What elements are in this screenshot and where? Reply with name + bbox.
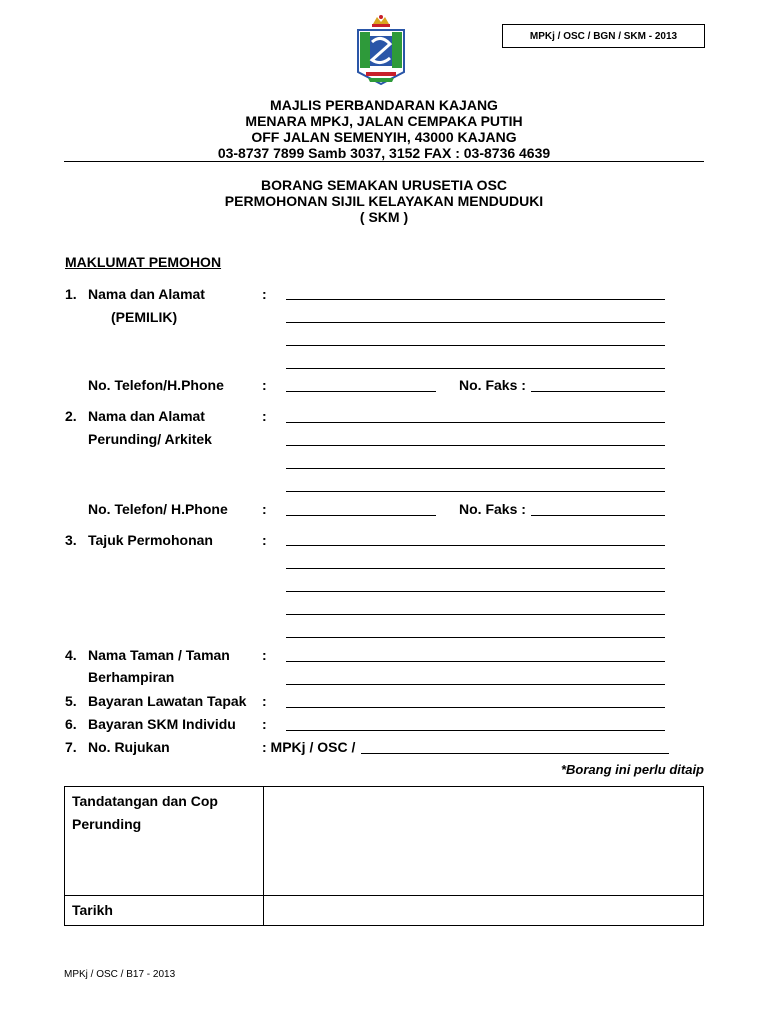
form-title-line3: ( SKM ) bbox=[359, 209, 409, 225]
field4-sublabel: Berhampiran bbox=[88, 669, 175, 685]
signature-field[interactable] bbox=[264, 787, 703, 895]
field7-label: No. Rujukan bbox=[88, 739, 170, 755]
tel2-colon: : bbox=[262, 501, 267, 517]
field6-number: 6. bbox=[65, 716, 77, 732]
date-field[interactable] bbox=[264, 896, 703, 925]
tel1-colon: : bbox=[262, 377, 267, 393]
field1-line2[interactable] bbox=[286, 322, 665, 323]
typing-note: *Borang ini perlu ditaip bbox=[560, 762, 704, 777]
field1-line4[interactable] bbox=[286, 368, 665, 369]
field5-label: Bayaran Lawatan Tapak bbox=[88, 693, 247, 709]
field2-line2[interactable] bbox=[286, 445, 665, 446]
document-code: MPKj / OSC / BGN / SKM - 2013 bbox=[529, 30, 678, 42]
signature-label-line1: Tandatangan dan Cop bbox=[72, 793, 218, 809]
tel1-label: No. Telefon/H.Phone bbox=[88, 377, 224, 393]
field5-colon: : bbox=[262, 693, 267, 709]
document-code-box bbox=[502, 24, 705, 48]
field3-line5[interactable] bbox=[286, 637, 665, 638]
tel1-line[interactable] bbox=[286, 391, 436, 392]
form-title-line1: BORANG SEMAKAN URUSETIA OSC bbox=[260, 177, 508, 193]
tel2-line[interactable] bbox=[286, 515, 436, 516]
field7-prefix: : MPKj / OSC / bbox=[262, 739, 356, 755]
field4-colon: : bbox=[262, 647, 267, 663]
field5-line[interactable] bbox=[286, 707, 665, 708]
field3-colon: : bbox=[262, 532, 267, 548]
field4-number: 4. bbox=[65, 647, 77, 663]
field2-colon: : bbox=[262, 408, 267, 424]
council-address-line2: OFF JALAN SEMENYIH, 43000 KAJANG bbox=[251, 129, 517, 145]
field1-line3[interactable] bbox=[286, 345, 665, 346]
field2-number: 2. bbox=[65, 408, 77, 424]
field1-label: Nama dan Alamat bbox=[88, 286, 205, 302]
field2-label: Nama dan Alamat bbox=[88, 408, 205, 424]
field3-line1[interactable] bbox=[286, 545, 665, 546]
fax1-line[interactable] bbox=[531, 391, 665, 392]
fax2-line[interactable] bbox=[531, 515, 665, 516]
signature-label-line2: Perunding bbox=[72, 816, 142, 832]
field6-colon: : bbox=[262, 716, 267, 732]
field3-label: Tajuk Permohonan bbox=[88, 532, 213, 548]
field1-colon: : bbox=[262, 286, 267, 302]
field5-number: 5. bbox=[65, 693, 77, 709]
header-divider bbox=[64, 161, 704, 162]
field3-line3[interactable] bbox=[286, 591, 665, 592]
section-heading: MAKLUMAT PEMOHON bbox=[65, 254, 222, 270]
field1-sublabel: (PEMILIK) bbox=[111, 309, 178, 325]
form-title-line2: PERMOHONAN SIJIL KELAYAKAN MENDUDUKI bbox=[224, 193, 544, 209]
field2-line3[interactable] bbox=[286, 468, 665, 469]
field2-line4[interactable] bbox=[286, 491, 665, 492]
council-name: MAJLIS PERBANDARAN KAJANG bbox=[270, 97, 498, 113]
council-address-line1: MENARA MPKJ, JALAN CEMPAKA PUTIH bbox=[245, 113, 523, 129]
field6-line[interactable] bbox=[286, 730, 665, 731]
tel2-label: No. Telefon/ H.Phone bbox=[88, 501, 228, 517]
fax2-label: No. Faks : bbox=[459, 501, 526, 517]
field2-line1[interactable] bbox=[286, 422, 665, 423]
field1-number: 1. bbox=[65, 286, 77, 302]
field3-number: 3. bbox=[65, 532, 77, 548]
fax1-label: No. Faks : bbox=[459, 377, 526, 393]
field4-line2[interactable] bbox=[286, 684, 665, 685]
field1-line1[interactable] bbox=[286, 299, 665, 300]
field7-line[interactable] bbox=[361, 753, 669, 754]
council-logo-icon bbox=[352, 14, 410, 90]
field4-label: Nama Taman / Taman bbox=[88, 647, 230, 663]
field3-line4[interactable] bbox=[286, 614, 665, 615]
field3-line2[interactable] bbox=[286, 568, 665, 569]
date-label: Tarikh bbox=[72, 902, 113, 918]
field4-line1[interactable] bbox=[286, 661, 665, 662]
field6-label: Bayaran SKM Individu bbox=[88, 716, 236, 732]
field7-number: 7. bbox=[65, 739, 77, 755]
field2-sublabel: Perunding/ Arkitek bbox=[88, 431, 212, 447]
council-contact: 03-8737 7899 Samb 3037, 3152 FAX : 03-8736 4639 bbox=[217, 145, 551, 161]
footer-code: MPKj / OSC / B17 - 2013 bbox=[64, 969, 176, 980]
